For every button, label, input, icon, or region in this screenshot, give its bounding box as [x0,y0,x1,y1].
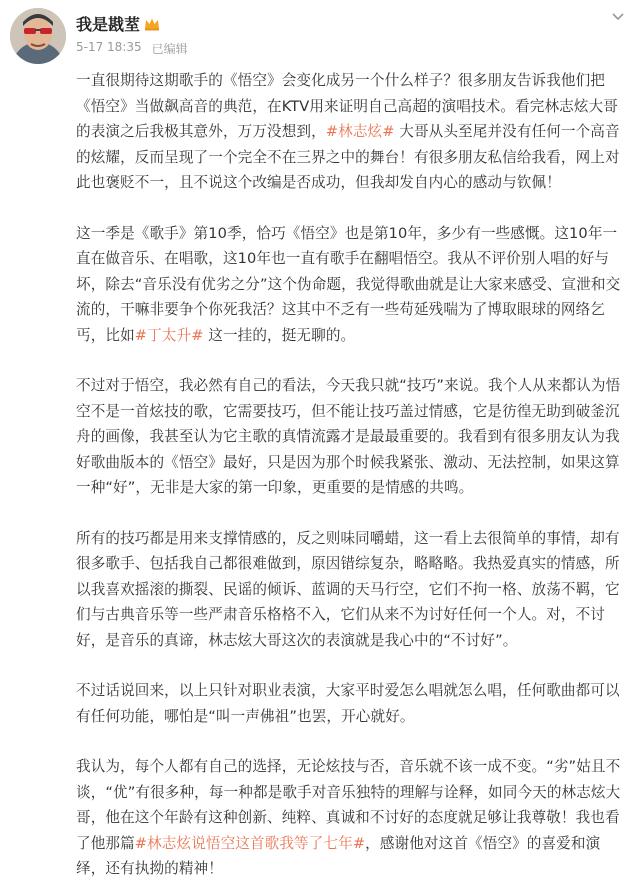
post-paragraph [76,68,628,196]
hashtag-link[interactable]: #林志炫说悟空这首歌我等了七年# [134,834,366,852]
paragraph-text: 这一挂的，挺无聊的。 [203,326,356,344]
paragraph-text: ，感谢他对这首《悟空》的喜爱和演绎，还有执拗的精神！ [76,834,601,877]
crown-icon [144,17,160,31]
username[interactable] [76,12,160,35]
avatar-image [10,8,66,64]
username-text[interactable]: 我是戡荎 [76,15,141,34]
hashtag-link[interactable]: #林志炫# [325,123,395,140]
post-time: 5-17 18:35 [76,40,142,54]
post-paragraph [76,678,628,729]
post-paragraph [76,526,628,654]
post-paragraph [76,221,628,349]
paragraph-text: 这一季是《歌手》第10季，恰巧《悟空》也是第10年，多少有一些感慨。这10年一直在做音乐、在唱歌，这10年也一直有歌手在翻唱悟空。我从不评价别人唱的好与坏，除去“音乐没有优劣之分”这个伪命题，我觉得歌曲就是让大家来感受、宣泄和交流的，干嘛非要争个你死我活？这其中不乏有一些苟延残喘为了博取眼球的网络乞丐，比如 [76,224,621,344]
paragraph-text: 我认为，每个人都有自己的选择，无论炫技与否，音乐就不该一成不变。“劣”姑且不谈，“优”有很多种，每一种都是歌手对音乐独特的理解与诠释，如同今天的林志炫大哥，他在这个年龄有这种创新、纯粹、真诚和不讨好的态度就足够让我尊敬！我也看了他那篇 [76,758,621,852]
post-meta [76,40,188,57]
paragraph-text: 大哥从头至尾并没有任何一个高音的炫耀，反而呈现了一个完全不在三界之中的舞台！有很多朋友私信给我看，网上对此也褒贬不一，且不说这个改编是否成功，但我却发自内心的感动与钦佩！ [76,123,620,191]
paragraph-text: 不过话说回来，以上只针对职业表演，大家平时爱怎么唱就怎么唱，任何歌曲都可以有任何功能，哪怕是“叫一声佛祖”也罢，开心就好。 [76,682,620,725]
paragraph-text: 所有的技巧都是用来支撑情感的，反之则味同嚼蜡，这一看上去很简单的事情，却有很多歌手、包括我自己都很难做到，原因错综复杂，略略略。我热爱真实的情感，所以我喜欢摇滚的撕裂、民谣的倾诉、蓝调的天马行空，它们不拘一格、放荡不羁，它们与古典音乐等一些严肃音乐格格不入，它们从来不为讨好任何一个人。对，不讨好，是音乐的真谛，林志炫大哥这次的表演就是我心中的“不讨好”。 [76,529,620,649]
post-paragraph [76,373,628,501]
paragraph-text: 不过对于悟空，我必然有自己的看法，今天我只就“技巧”来说。我个人从来都认为悟空不是一首炫技的歌，它需要技巧，但不能让技巧盖过情感，它是彷徨无助到破釜沉舟的画像，我甚至认为它主歌的真情流露才是最最重要的。我看到有很多朋友认为我好歌曲版本的《悟空》最好，只是因为那个时候我紧张、激动、无法控制，如果这算一种“好”，无非是大家的第一印象，更重要的是情感的共鸣。 [76,377,621,496]
avatar[interactable] [10,8,66,64]
post-paragraph [76,754,628,882]
chevron-down-icon[interactable] [608,10,628,24]
edited-label[interactable]: 已编辑 [151,42,188,56]
hashtag-link[interactable]: #丁太升# [134,326,204,344]
post-header [0,0,640,70]
post-content [76,68,628,882]
paragraph-text: 一直很期待这期歌手的《悟空》会变化成另一个什么样子？很多朋友告诉我他们把《悟空》当做飙高音的典范，在KTV用来证明自己高超的演唱技术。看完林志炫大哥的表演之后我极其意外，万万没想到， [76,72,618,140]
